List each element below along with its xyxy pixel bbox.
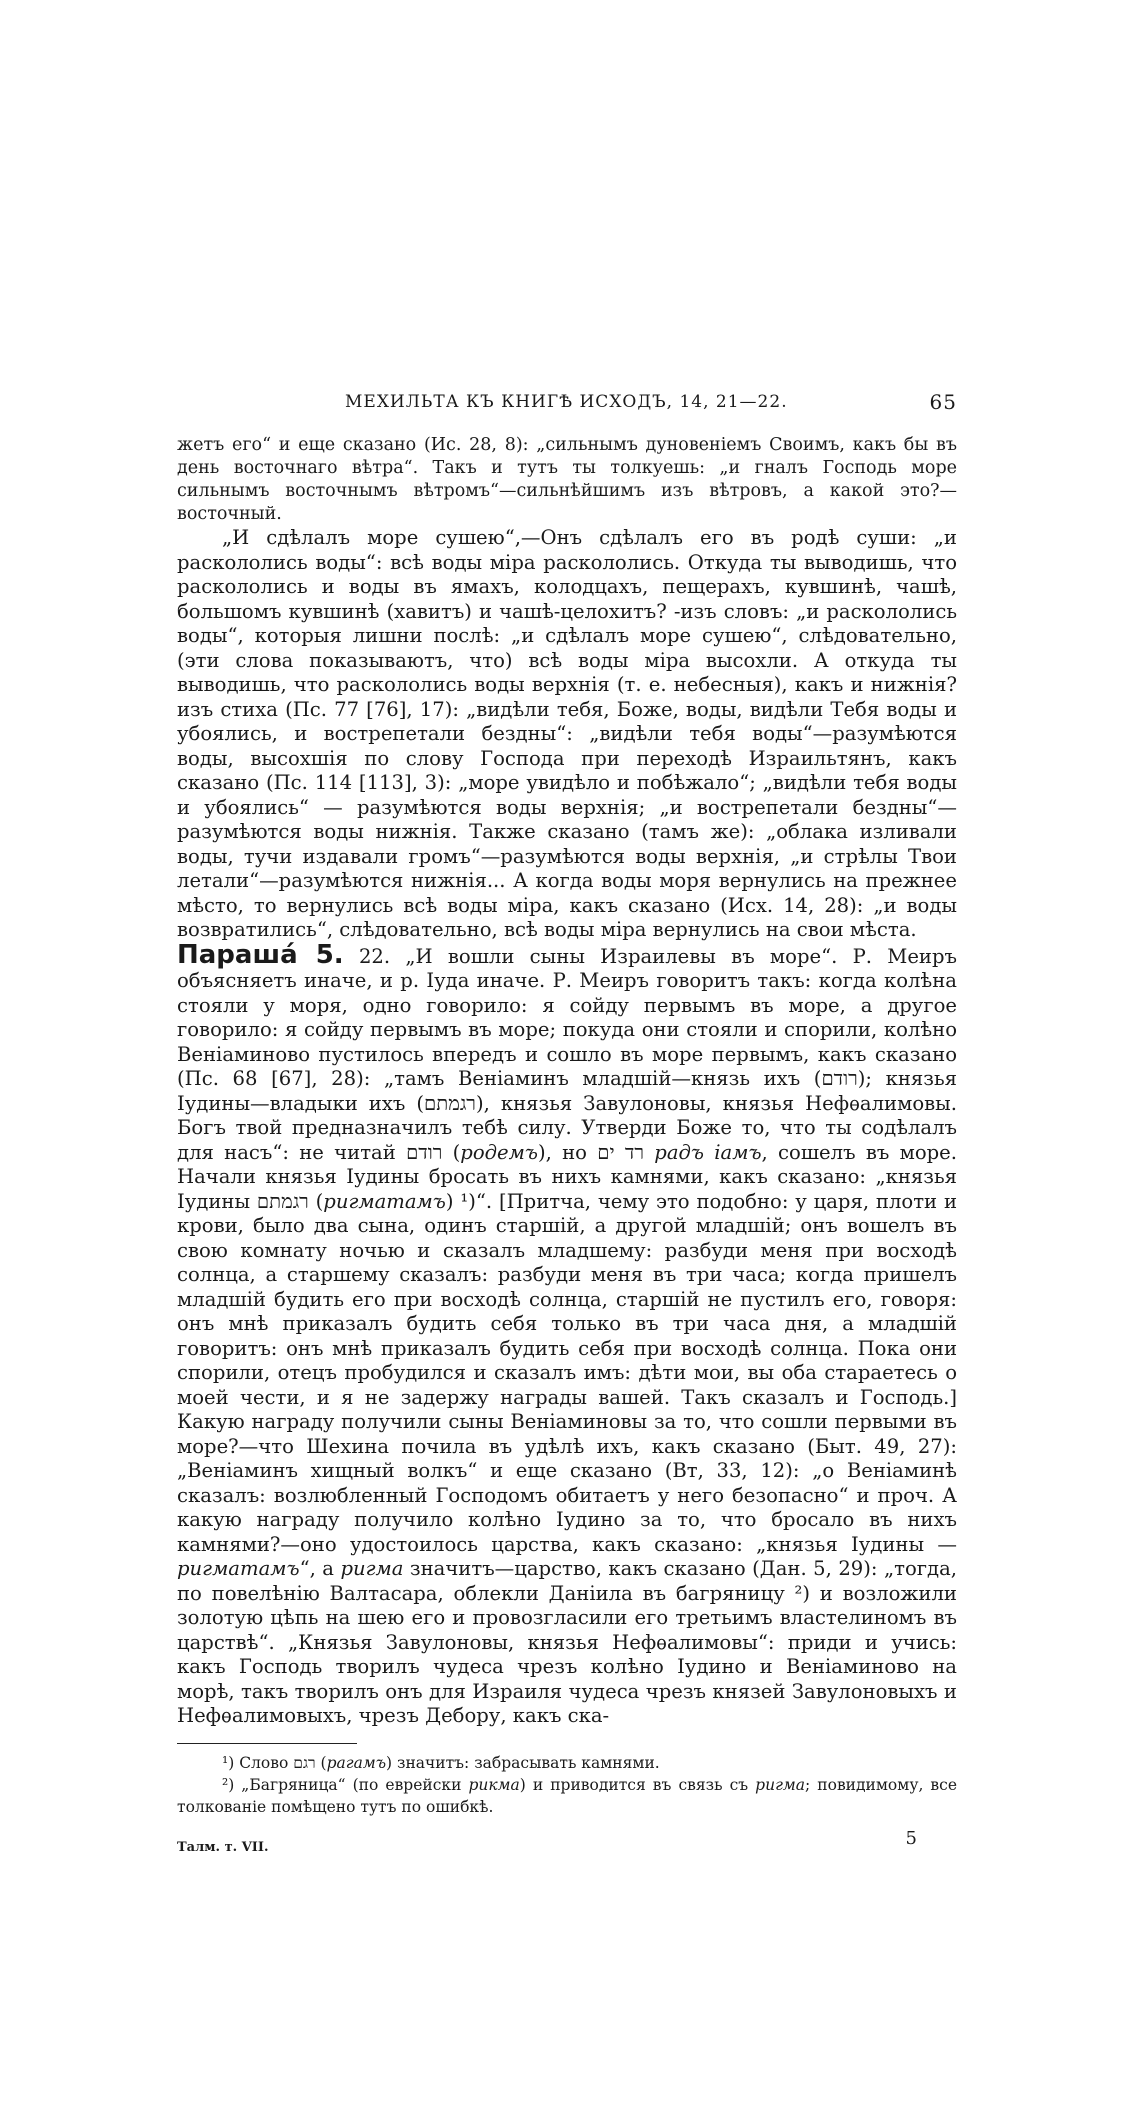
- paragraph-3-text-a: 22. „И вошли сыны Израилевы въ море“. Р. Меиръ объясняетъ иначе, и р. Іуда иначе. Р. Меиръ говоритъ такъ: когда колѣна стояли у моря, одно говорило: я сойду первымъ въ море, а другое говорило: я сойду первымъ въ море; покуда они стояли и спорили, колѣно Веніаминово пустилось впередъ и сошло въ море первымъ, какъ сказано (Пс. 68 [67], 28): „тамъ Веніаминъ младшій—князь ихъ (רודם); князья Іудины—владыки ихъ (רגמתם), князья Завулоновы, князья Нефѳалимовы. Богъ твой предназначилъ тебѣ силу. Утверди Боже то, что ты содѣлалъ для насъ“: не читай רודם (: [177, 944, 958, 1164]
- paragraph-3: [177, 939, 958, 1729]
- paragraph-2: „И сдѣлалъ море сушею“,—Онъ сдѣлалъ его въ родѣ суши: „и раскололись воды“: всѣ воды міра раскололись. Откуда ты выводишь, что раскололись и воды въ ямахъ, колодцахъ, пещерахъ, кувшинѣ, чашѣ, большомъ кувшинѣ (хавитъ) и чашѣ-целохитъ? -изъ словъ: „и раскололись воды“, которыя лишни послѣ: „и сдѣлалъ море сушею“, слѣдовательно, (эти слова показываютъ, что) всѣ воды міра высохли. А откуда ты выводишь, что раскололись воды верхнія (т. е. небесныя), какъ и нижнія? изъ стиха (Пс. 77 [76], 17): „видѣли тебя, Боже, воды, видѣли Тебя воды и убоялись, и вострепетали бездны“: „видѣли тебя воды“—разумѣются воды, высохшія по слову Господа при переходѣ Израильтянъ, какъ сказано (Пс. 114 [113], 3): „море увидѣло и побѣжало“; „видѣли тебя воды и убоялись“ — разумѣются воды верхнія; „и вострепетали бездны“—разумѣются воды нижнія. Также сказано (тамъ же): „облака изливали воды, тучи издавали громъ“—разумѣются воды верхнія, „и стрѣлы Твои летали“—разумѣются нижнія... А когда воды моря вернулись на прежнее мѣсто, то вернулись всѣ воды міра, какъ сказано (Исх. 14, 28): „и воды возвратились“, слѣдовательно, всѣ воды міра вернулись на свои мѣста.: [177, 526, 957, 941]
- footnote-1-text-a: ¹) Слово רגם (: [222, 1753, 327, 1772]
- footnote-2-text-b: ) и приводится въ связь съ: [519, 1775, 756, 1794]
- transliteration-rad-iam: радъ іамъ: [654, 1140, 762, 1164]
- paragraph-3-text-e: “, а: [299, 1557, 341, 1580]
- document-page: [177, 390, 957, 1868]
- paragraph-3-text-d: ) ¹)“. [Притча, чему это подобно: у царя, плоти и крови, было два сына, одинъ старшій, а другой младшій; онъ вошелъ въ свою комнату ночью и сказалъ младшему: разбуди меня при восходѣ солнца, а старшему сказалъ: разбуди меня въ три часа; когда пришелъ младшій будить его при восходѣ солнца, старшій не пустилъ его, говоря: онъ мнѣ приказалъ будить себя только въ три часа дня, а младшій говоритъ: онъ мнѣ приказалъ будить себя при восходѣ солнца. Пока они спорили, отецъ пробудился и сказалъ имъ: дѣти мои, вы оба стараетесь о моей чести, и я не задержу награды вашей. Такъ сказалъ и Господь.] Какую награду получили сыны Веніаминовы за то, что сошли первыми въ море?—что Шехина почила въ удѣлѣ ихъ, какъ сказано (Быт. 49, 27): „Веніаминъ хищный волкъ“ и еще сказано (Вт, 33, 12): „о Веніаминѣ сказалъ: возлюбленный Господомъ обитаетъ у него безопасно“ и проч. А какую награду получило колѣно Іудино за то, что бросало въ нихъ камнями?—оно удостоилось царства, какъ сказано: „князья Іудины —: [177, 1189, 958, 1556]
- page-number: 65: [929, 390, 957, 414]
- sheet-number: 5: [905, 1827, 917, 1849]
- footnote-2-text-c: ; повидимому, все толкованіе помѣщено тутъ по ошибкѣ.: [177, 1775, 957, 1816]
- transliteration-rigmatam: ригматамъ: [323, 1189, 446, 1213]
- paragraph-3-text-c: , сошелъ въ море. Начали князья Іудины бросать въ нихъ камнями, какъ сказано: „князья Іудины רגמתם (: [177, 1140, 958, 1213]
- paragraph-3-text-b: ), но רד ים: [537, 1140, 655, 1164]
- transliteration-rodem: родемъ: [460, 1140, 538, 1164]
- footnote-2: [177, 1774, 957, 1818]
- footnote-2-word: рикма: [468, 1775, 520, 1794]
- footnote-1-text-b: ) значитъ: забрасывать камнями.: [386, 1753, 660, 1772]
- paragraph-3-text-f: значитъ—царство, какъ сказано (Дан. 5, 29): „тогда, по повелѣнію Валтасара, облекли Даніила въ багряницу ²) и возложили золотую цѣпь на шею его и провозгласили его третьимъ властелиномъ въ царствѣ“. „Князья Завулоновы, князья Нефѳалимовы“: приди и учись: какъ Господь творилъ чудеса чрезъ колѣно Іудино и Веніаминово на морѣ, такъ творилъ онъ для Израиля чудеса чрезъ князей Завулоновыхъ и Нефѳалимовыхъ, чрезъ Дебору, какъ ска-: [177, 1557, 957, 1727]
- footnote-1-word: рагамъ: [326, 1753, 387, 1772]
- transliteration-rigmatam-2: ригматамъ: [177, 1557, 300, 1580]
- footnote-1: [177, 1752, 957, 1774]
- parasha-label: Параша́ 5.: [177, 939, 344, 970]
- footnote-2-word-2: ригма: [755, 1775, 806, 1794]
- running-header: [177, 390, 957, 424]
- transliteration-rigma: ригма: [340, 1557, 404, 1580]
- paragraph-1: жетъ его“ и еще сказано (Ис. 28, 8): „сильнымъ дуновеніемъ Своимъ, какъ бы въ день восточнаго вѣтра“. Такъ и тутъ ты толкуешь: „и гналъ Господь море сильнымъ восточнымъ вѣтромъ“—сильнѣйшимъ изъ вѣтровъ, а какой это?—восточный.: [177, 435, 957, 524]
- footnote-2-text-a: ²) „Багряница“ (по еврейски: [222, 1775, 469, 1794]
- page-footer: [177, 1828, 957, 1868]
- signature-mark: Талм. т. VII.: [177, 1839, 269, 1855]
- footnote-divider: [177, 1743, 357, 1744]
- running-title: МЕХИЛЬТА КЪ КНИГѢ ИСХОДЪ, 14, 21—22.: [345, 392, 788, 412]
